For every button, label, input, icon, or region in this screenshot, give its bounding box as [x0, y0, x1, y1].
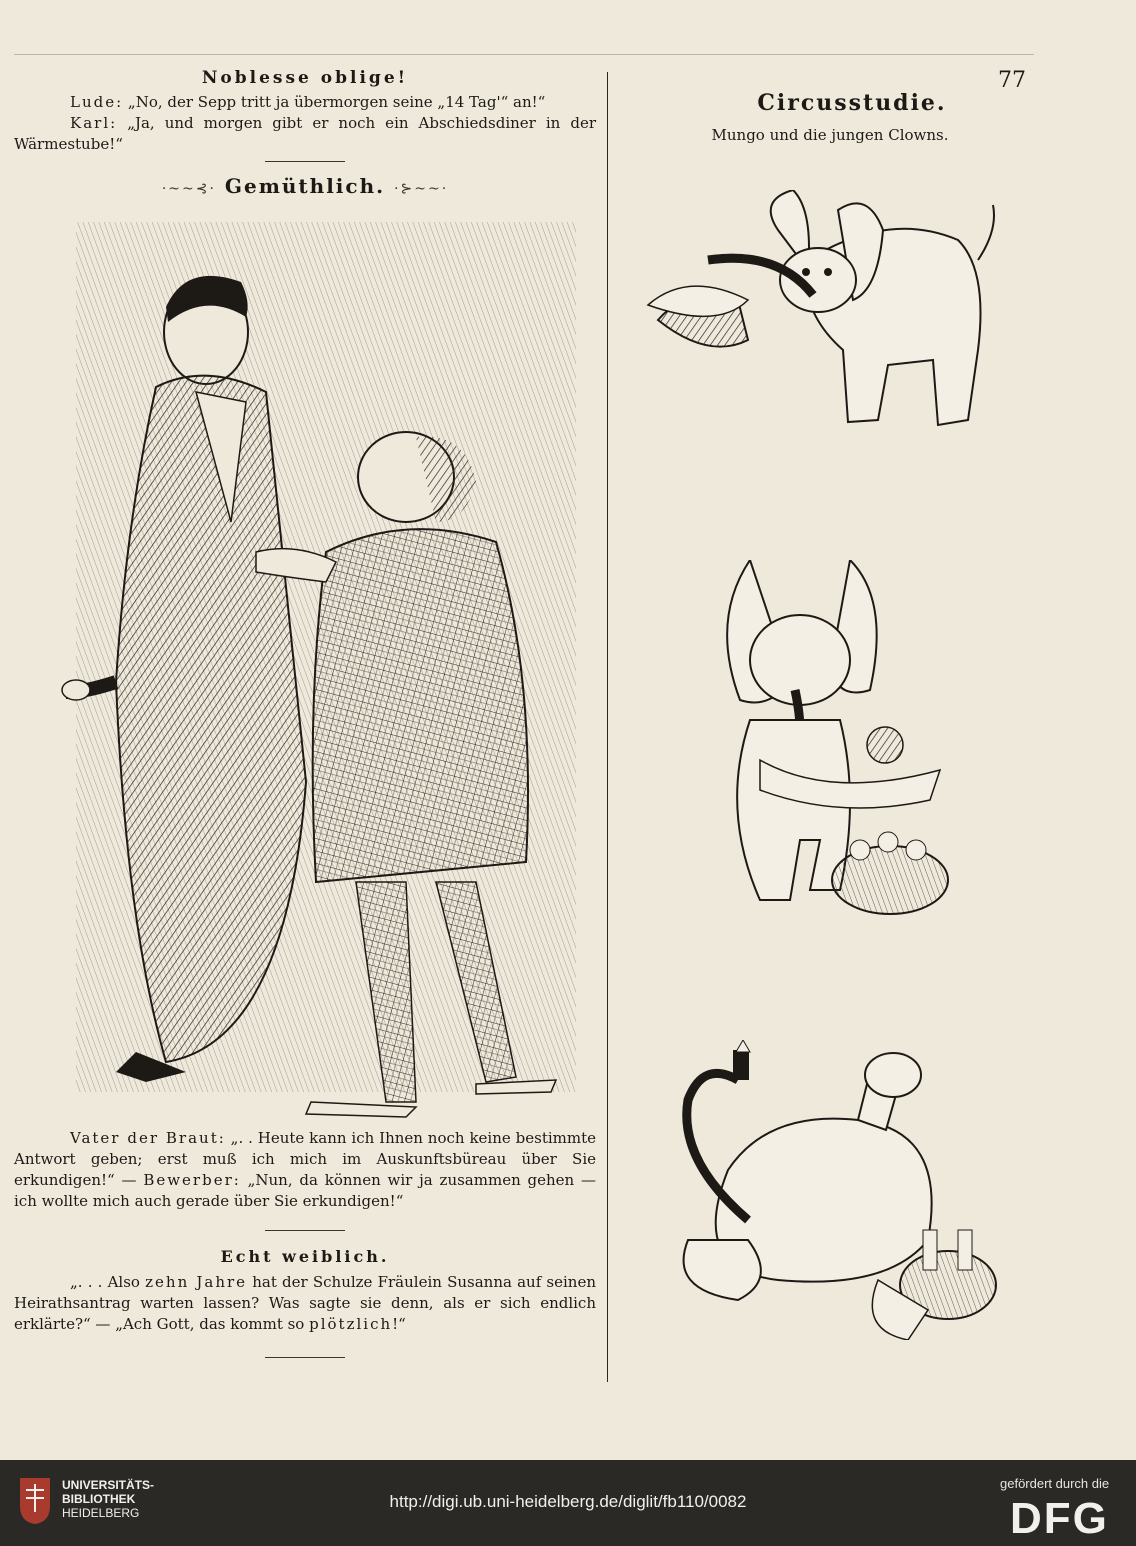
- gemuethlich-caption: [14, 1128, 596, 1212]
- institution-line-1: UNIVERSITÄTS-: [62, 1478, 155, 1492]
- digital-url-link[interactable]: http://digi.ub.uni-heidelberg.de/diglit/fb110/0082: [389, 1492, 747, 1511]
- left-column: [14, 68, 596, 206]
- lude-text: „No, der Sepp tritt ja übermorgen seine „14 Tag'“ an!“: [123, 93, 546, 111]
- echt-text-a: „. . . Also: [70, 1273, 146, 1291]
- flourish-left-icon: ·~~⊰·: [161, 181, 216, 197]
- echt-text-c: !“: [392, 1315, 406, 1333]
- institution-line-2: BIBLIOTHEK: [62, 1492, 136, 1506]
- circusstudie-title: Circusstudie.: [757, 90, 947, 116]
- echt-text-b: hat der Schulze Fräulein Susanna auf seinen Heirathsantrag warten lassen? Was sagte sie denn, als er sich endlich erklärte?“ — „Ach Gott, das kommt so: [14, 1273, 596, 1333]
- elephant-on-back-illustration: [628, 1040, 1028, 1340]
- echt-weiblich-text: [14, 1272, 596, 1335]
- echt-spaced-2: plötzlich: [309, 1315, 393, 1333]
- dfg-logo: DFG: [1010, 1494, 1109, 1543]
- gemuethlich-heading: [14, 174, 596, 198]
- illustration-father-and-suitor: [56, 222, 596, 1122]
- noblesse-line-lude: [14, 92, 596, 113]
- section-rule-2: [265, 1230, 345, 1231]
- speaker-lude: Lude:: [70, 93, 124, 111]
- karl-text: „Ja, und morgen gibt er noch ein Abschiedsdiner in der Wärmestube!“: [14, 114, 596, 153]
- speaker-vater: Vater der Braut:: [70, 1129, 226, 1147]
- top-rule: [14, 54, 1034, 55]
- elephant-with-basket-illustration: [628, 190, 1028, 440]
- column-divider: [607, 72, 608, 1382]
- flourish-right-icon: ·⊱~~·: [394, 181, 449, 197]
- gemuethlich-title: Gemüthlich.: [224, 174, 386, 198]
- noblesse-line-karl: [14, 113, 596, 155]
- caption-text-2: „Nun, da können wir ja zusammen gehen — ich wollte mich auch gerade über Sie erkundigen!“: [14, 1171, 597, 1210]
- funded-by-label: gefördert durch die: [1000, 1476, 1110, 1491]
- caption-text-1: „. . Heute kann ich Ihnen noch keine bestimmte Antwort geben; erst muß ich mich im Auskunftsbüreau über Sie erkundigen!“ —: [14, 1129, 596, 1189]
- noblesse-title: Noblesse oblige!: [201, 68, 409, 88]
- elephant-dancing-illustration: [690, 560, 990, 920]
- caption-block: [14, 1128, 596, 1364]
- section-rule: [265, 161, 345, 162]
- echt-weiblich-title: Echt weiblich.: [220, 1247, 390, 1266]
- page-number: 77: [998, 68, 1026, 93]
- echt-spaced-1: zehn Jahre: [145, 1273, 248, 1291]
- speaker-karl: Karl:: [70, 114, 118, 132]
- institution-line-3: HEIDELBERG: [62, 1506, 140, 1520]
- circusstudie-subtitle: Mungo und die jungen Clowns.: [711, 126, 949, 144]
- section-rule-3: [265, 1357, 345, 1358]
- speaker-bewerber: Bewerber:: [143, 1171, 241, 1189]
